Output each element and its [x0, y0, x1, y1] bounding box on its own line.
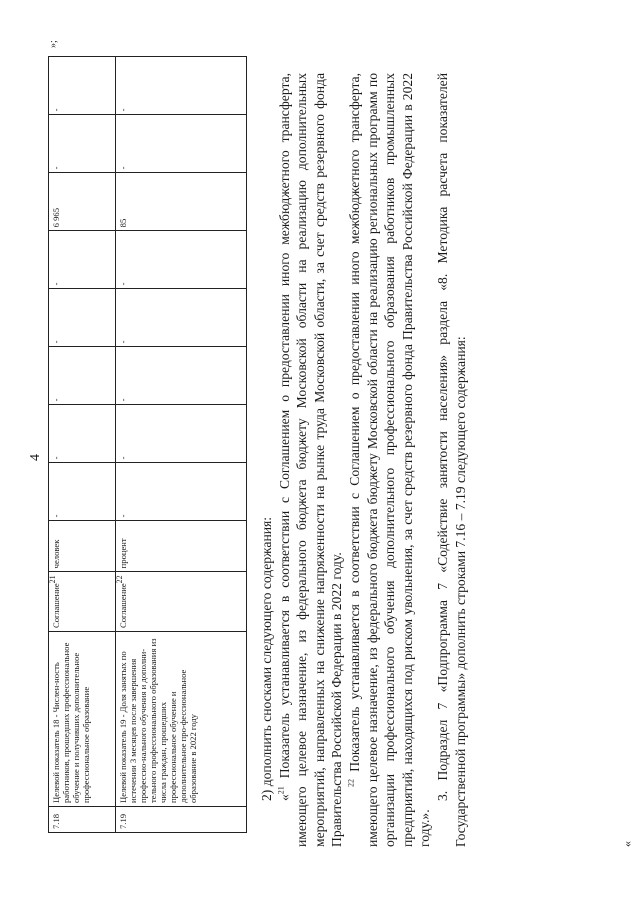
- source-cell: [116, 572, 247, 632]
- table-row: [116, 57, 247, 833]
- footnote-ref: 22: [115, 575, 125, 584]
- footnote-22-paragraph: [346, 73, 434, 847]
- value-cell: 85: [116, 173, 247, 231]
- value-cell: -: [49, 347, 116, 405]
- value-cell: -: [116, 405, 247, 463]
- footnote-21-text: Показатель устанавливается в соответствии с Соглашением о предоставлении иного межбюджетного трансферта, имеющего целевое назначение, из федерального бюджета бюджету Московской области на реализацию дополнительных мероприятий, направленных на снижение напряженности на рынке труда Московской области, за счет средств резервного фонда Правительства Российской Федерации в 2022 году.: [276, 73, 345, 847]
- indicator-table: [48, 56, 247, 833]
- value-cell: -: [116, 57, 247, 115]
- value-cell: -: [49, 463, 116, 521]
- value-cell: -: [49, 57, 116, 115]
- document-body: [258, 73, 469, 847]
- value-cell: -: [49, 289, 116, 347]
- footnote-marker: 22: [346, 779, 356, 787]
- value-cell: -: [116, 347, 247, 405]
- value-cell: -: [49, 231, 116, 289]
- indicator-name: Целевой показатель 18 - Числен-ность работников, прошедших профессиональное обучение и получивших дополнительное профессиональное образование: [49, 632, 116, 807]
- value-cell: -: [116, 231, 247, 289]
- trailing-quote-mark: «: [620, 841, 634, 847]
- row-number: 7.18: [49, 807, 116, 833]
- page-number: 4: [28, 454, 43, 461]
- indicator-name: Целевой показатель 19 - Доля занятых по истечении 3 месяцев после завершения профессио-нального обучения и дополни-тельного профессионального образования из числа граждан, прошедших профессиональное обучение и дополнительное про-фессиональное образование в 2022 году: [116, 632, 247, 807]
- source-text: Соглашение: [118, 583, 128, 628]
- table-closing-mark: »;: [48, 40, 59, 48]
- table-row: [49, 57, 116, 833]
- unit-cell: процент: [116, 521, 247, 572]
- open-quote: «: [276, 794, 292, 801]
- unit-cell: человек: [49, 521, 116, 572]
- value-cell: 6 965: [49, 173, 116, 231]
- item-2-paragraph: 2) дополнить сносками следующего содержания:: [259, 516, 274, 801]
- source-cell: [49, 572, 116, 632]
- value-cell: -: [49, 115, 116, 173]
- value-cell: -: [49, 405, 116, 463]
- footnote-22-text: Показатель устанавливается в соответствии с Соглашением о предоставлении иного межбюджетного трансферта, имеющего целевое назначение, из федерального бюджета бюджету Московской области на реализацию региональных программ по организации профессионального обучения дополнительного профессионального образования работников промышленных предприятий, находящихся под риском увольнения, за счет средств резервного фонда Правительства Российской Федерации в 2022 году.».: [346, 73, 433, 847]
- source-text: Соглашение: [51, 583, 61, 628]
- value-cell: -: [116, 289, 247, 347]
- footnote-21-paragraph: [276, 73, 346, 847]
- footnote-ref: 21: [48, 575, 58, 584]
- footnote-marker: 21: [276, 786, 286, 795]
- value-cell: -: [116, 463, 247, 521]
- row-number: 7.19: [116, 807, 247, 833]
- value-cell: -: [116, 115, 247, 173]
- item-3-paragraph: 3. Подраздел 7 «Подпрограмма 7 «Содействие занятости населения» раздела «8. Методика расчета показателей Государственной программы» дополнить строками 7.16 – 7.19 следующего содержания:: [434, 73, 468, 847]
